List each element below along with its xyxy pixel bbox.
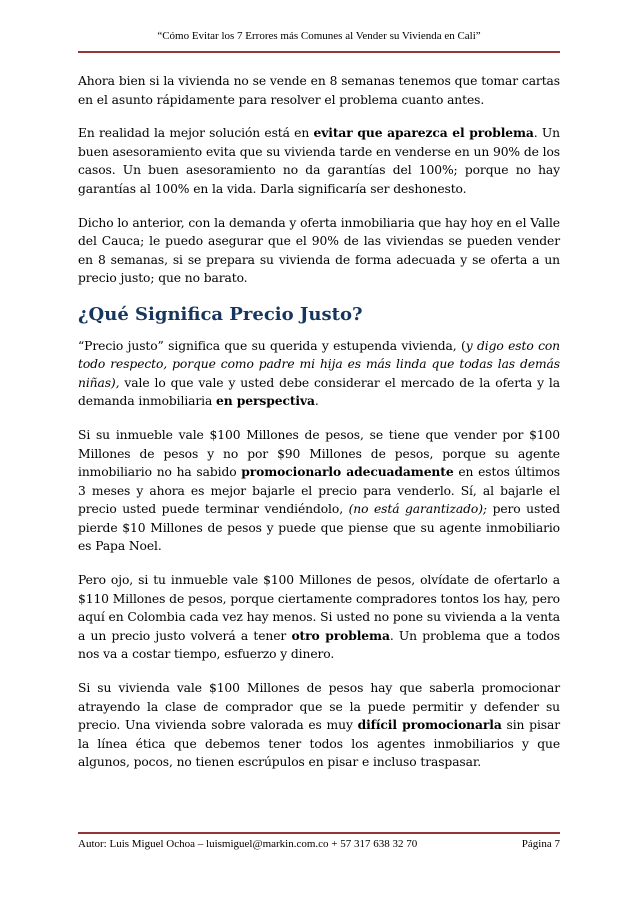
paragraph <box>78 571 560 664</box>
page-number: Página 7 <box>521 838 560 850</box>
paragraph-text: Dicho lo anterior, con la demanda y oferta inmobiliaria que hay hoy en el Valle del Cauca; le puedo asegurar que el 90% de las viviendas se pueden vender en 8 semanas, si se prepara su vivienda de forma adecuada y se oferta a un precio justo; que no barato. <box>78 215 560 286</box>
paragraph-text: . Un buen asesoramiento evita que su vivienda tarde en venderse en un 90% de los casos. Un buen asesoramiento no da garantías del 100%; porque no hay garantías al 100% en la vida. Darla significaría ser deshonesto. <box>78 126 561 196</box>
paragraph-text: Si su inmueble vale $100 Millones de pesos, se tiene que vender por $100 Millones de pesos y no por $90 Millones de pesos, porque su agente inmobiliario no ha sabido <box>78 427 560 480</box>
italic-text: (no está garantizado); <box>348 502 487 517</box>
bold-text: promocionarlo adecuadamente <box>241 464 454 480</box>
bold-text: evitar que aparezca el problema <box>313 125 534 141</box>
paragraph <box>78 214 560 288</box>
paragraph-text: sin pisar la línea ética que debemos tener todos los agentes inmobiliarios y que algunos, pocos, no tienen escrúpulos en pisar e incluso traspasar. <box>78 718 561 770</box>
paragraph <box>78 337 560 411</box>
page-footer <box>78 838 560 850</box>
bold-text: otro problema <box>291 627 390 643</box>
paragraph <box>78 679 560 772</box>
paragraph-text: en estos últimos 3 meses y ahora es mejor bajarle el precio para venderlo. Sí, al bajarle el precio usted puede terminar vendiéndolo, <box>78 465 560 517</box>
paragraph <box>78 426 560 556</box>
paragraph-text: “Precio justo” significa que su querida y estupenda vivienda, ( <box>78 338 466 353</box>
paragraph-text: En realidad la mejor solución está en <box>78 126 314 141</box>
paragraph-text: . Un problema que a todos nos va a costar tiempo, esfuerzo y dinero. <box>78 628 560 662</box>
paragraph-text: . <box>314 394 319 409</box>
paragraph-text: pero usted pierde $10 Millones de pesos y puede que piense que su agente inmobiliario es Papa Noel. <box>78 502 560 554</box>
paragraph-text: vale lo que vale y usted debe considerar el mercado de la oferta y la demanda inmobiliaria <box>78 375 560 409</box>
paragraph-text: Ahora bien si la vivienda no se vende en 8 semanas tenemos que tomar cartas en el asunto rápidamente para resolver el problema cuanto antes. <box>78 74 560 107</box>
document-body <box>78 72 560 787</box>
section-heading: ¿Qué Significa Precio Justo? <box>78 303 363 325</box>
footer-author: Autor: Luis Miguel Ochoa – luismiguel@markin.com.co + 57 317 638 32 70 <box>78 838 418 850</box>
bold-text: en perspectiva <box>216 393 315 409</box>
paragraph-text: Si su vivienda vale $100 Millones de pesos hay que saberla promocionar atrayendo la clase de comprador que se la puede permitir y defender su precio. Una vivienda sobre valorada es muy <box>78 681 560 733</box>
paragraph <box>78 72 560 109</box>
paragraph-text: Pero ojo, si tu inmueble vale $100 Millones de pesos, olvídate de ofertarlo a $110 Millones de pesos, porque ciertamente compradores tontos los hay, pero aquí en Colombia cada vez hay menos. Si usted no pone su vivienda a la venta a un precio justo volverá a tener <box>78 573 560 643</box>
bold-text: difícil promocionarla <box>357 717 502 733</box>
page-header: “Cómo Evitar los 7 Errores más Comunes al Vender su Vivienda en Cali” <box>157 30 481 42</box>
paragraph <box>78 124 560 198</box>
footer-divider <box>78 832 560 834</box>
header-divider <box>78 51 560 53</box>
italic-text: y digo esto con todo respecto, porque como padre mi hija es más linda que todas las demás niñas), <box>78 338 560 390</box>
